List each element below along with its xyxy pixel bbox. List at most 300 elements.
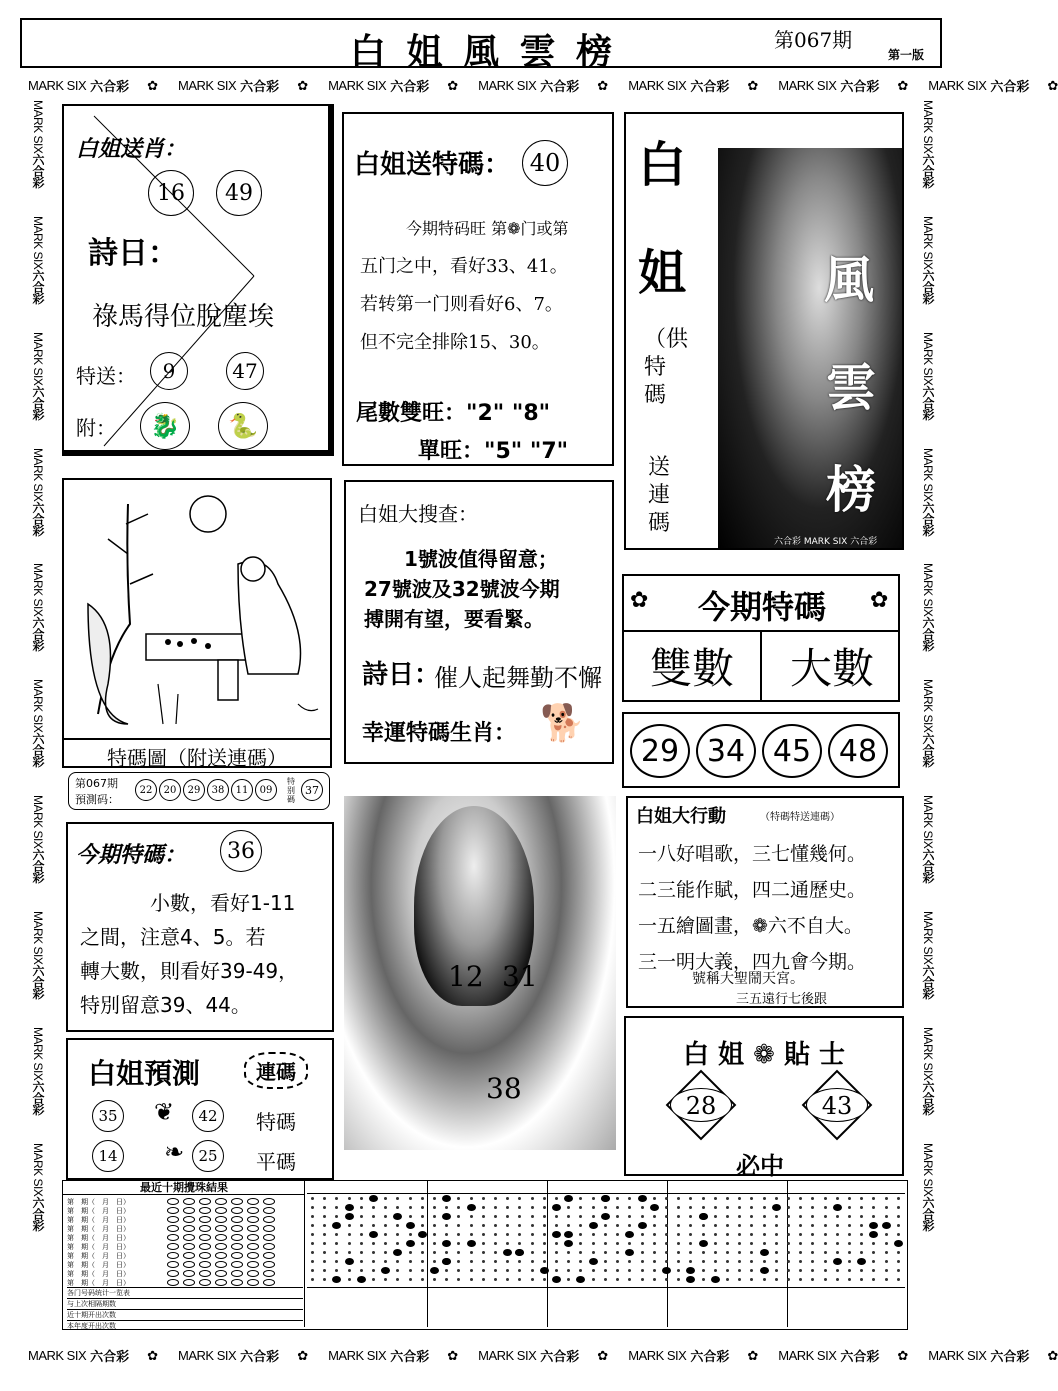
text-line: 但不完全排除15、30。: [360, 332, 550, 353]
mark-six-text: MARK SIX: [478, 1347, 537, 1363]
ball-slot: [183, 1261, 195, 1268]
drawn-ball: [418, 1231, 427, 1238]
liuhecai-text: 六合彩: [540, 1348, 580, 1364]
poster-subtitle-2: 送連碼: [648, 455, 671, 536]
grid-dot: [457, 1260, 460, 1263]
grid-dot: [702, 1260, 705, 1263]
grid-dot: [811, 1251, 814, 1254]
grid-dot: [641, 1269, 644, 1272]
grid-dot: [579, 1269, 582, 1272]
grid-dot: [665, 1197, 668, 1200]
grid-divider: [427, 1181, 428, 1327]
text-line: 1號波值得留意；: [404, 547, 558, 571]
grid-dot: [335, 1206, 338, 1209]
liuhecai-text: 六合彩: [840, 1348, 880, 1364]
grid-dot: [604, 1251, 607, 1254]
ball-slot: [199, 1234, 211, 1241]
ball-slot: [183, 1198, 195, 1205]
feng-yun-bang-poster: [624, 112, 904, 550]
ball-slot: [199, 1270, 211, 1277]
grid-dot: [384, 1251, 387, 1254]
grid-dot: [750, 1278, 753, 1281]
text-line: 搏開有望，要看緊。: [364, 607, 544, 631]
current-special-number-box: [622, 574, 900, 702]
grid-dot: [799, 1242, 802, 1245]
grid-dot: [409, 1233, 412, 1236]
grid-dot: [482, 1242, 485, 1245]
drawn-ball: [760, 1267, 769, 1274]
grid-dot: [323, 1242, 326, 1245]
action-note-2: 三五遠行七後跟: [736, 992, 828, 1007]
grid-dot: [604, 1224, 607, 1227]
grid-dot: [787, 1269, 790, 1272]
grid-dot: [518, 1197, 521, 1200]
grid-dot: [311, 1260, 314, 1263]
grid-dot: [482, 1260, 485, 1263]
ball-slot: [199, 1279, 211, 1286]
grid-dot: [348, 1251, 351, 1254]
grid-dot: [531, 1233, 534, 1236]
mark-six-vertical: [30, 911, 47, 999]
grid-dot: [604, 1269, 607, 1272]
grid-dot: [885, 1233, 888, 1236]
mark-six-text: MARK SIX: [31, 331, 45, 386]
poem-text: 祿馬得位脫塵埃: [92, 302, 275, 332]
grid-dot: [689, 1206, 692, 1209]
ball-slot: [215, 1279, 227, 1286]
mark-six-text: MARK SIX: [31, 795, 45, 849]
grid-dot: [811, 1197, 814, 1200]
grid-dot: [592, 1251, 595, 1254]
grid-dot: [433, 1233, 436, 1236]
grid-dot: [872, 1242, 875, 1245]
row-label: 第 期（ 月 日）: [67, 1197, 130, 1206]
mark-six-text: MARK SIX: [921, 1026, 935, 1081]
drawn-ball: [760, 1249, 769, 1256]
table-rows: [67, 1197, 303, 1287]
grid-dot: [750, 1206, 753, 1209]
grid-dot: [445, 1233, 448, 1236]
grid-dot: [726, 1251, 729, 1254]
grid-dot: [848, 1215, 851, 1218]
grid-dot: [348, 1197, 351, 1200]
grid-dot: [872, 1206, 875, 1209]
liuhecai-text: 六合彩: [31, 616, 45, 652]
photo-box: [344, 796, 616, 1150]
mark-six-text: MARK SIX: [31, 563, 45, 617]
grid-dot: [396, 1278, 399, 1281]
tail-double: 尾數雙旺："2" "8": [356, 401, 551, 426]
four-numbers-row: [630, 724, 888, 778]
drawn-ball: [589, 1258, 598, 1265]
liuhecai-text: 六合彩: [31, 732, 45, 768]
grid-dot: [531, 1197, 534, 1200]
grid-dot: [897, 1206, 900, 1209]
grid-dot: [421, 1242, 424, 1245]
grid-dot: [494, 1233, 497, 1236]
grid-dot: [860, 1215, 863, 1218]
ball-slot: [263, 1234, 275, 1241]
grid-dot: [323, 1206, 326, 1209]
row-label: 第 期（ 月 日）: [67, 1206, 130, 1215]
grid-dot: [470, 1197, 473, 1200]
lucky-zodiac-label: 幸運特碼生肖：: [362, 721, 517, 746]
grid-dot: [518, 1206, 521, 1209]
grid-dot: [885, 1215, 888, 1218]
mark-six-text: MARK SIX: [921, 331, 935, 386]
mark-six-vertical: [30, 216, 47, 304]
grid-dot: [567, 1215, 570, 1218]
grid-dot: [372, 1242, 375, 1245]
grid-dot: [641, 1260, 644, 1263]
mark-six-strip-top: [28, 74, 1058, 96]
grid-dot: [799, 1269, 802, 1272]
grid-dot: [445, 1206, 448, 1209]
grid-dot: [494, 1242, 497, 1245]
flower-icon: ✿: [597, 1348, 609, 1363]
number-circle: 29: [630, 724, 690, 778]
forecast-row1-a: 35: [92, 1100, 124, 1132]
grid-dot: [641, 1206, 644, 1209]
zodiac-heading: 白姐送肖：: [76, 137, 187, 162]
ball-slot: [167, 1234, 179, 1241]
grid-dot: [824, 1215, 827, 1218]
grid-dot: [579, 1242, 582, 1245]
grid-dot: [714, 1251, 717, 1254]
forecast-number: 20: [159, 779, 181, 801]
grid-dot: [348, 1233, 351, 1236]
drawn-ball: [686, 1276, 695, 1283]
mark-six-text: MARK SIX: [31, 215, 45, 270]
ball-slot: [263, 1243, 275, 1250]
ball-slot: [215, 1198, 227, 1205]
grid-dot: [689, 1224, 692, 1227]
footer-line: 本年度开出次数: [67, 1320, 303, 1331]
grid-dot: [726, 1206, 729, 1209]
grid-dot: [872, 1260, 875, 1263]
grid-dot: [323, 1269, 326, 1272]
special-number-lines: [360, 210, 569, 362]
mark-six-vertical: [920, 1027, 937, 1115]
title-bang: 榜: [826, 460, 876, 519]
grid-dot: [457, 1278, 460, 1281]
drawn-ball: [601, 1195, 610, 1202]
leaf-icon: ❧: [164, 1138, 185, 1166]
grid-dot: [421, 1278, 424, 1281]
grid-dot: [848, 1197, 851, 1200]
ball-slot: [215, 1270, 227, 1277]
grid-dot: [848, 1206, 851, 1209]
grid-dot: [787, 1242, 790, 1245]
four-numbers-box: [622, 712, 900, 788]
grid-dot: [628, 1242, 631, 1245]
ball-slot: [263, 1252, 275, 1259]
grid-dot: [494, 1278, 497, 1281]
grid-dot: [311, 1251, 314, 1254]
grid-dot: [872, 1269, 875, 1272]
grid-dot: [689, 1260, 692, 1263]
liuhecai-text: 六合彩: [31, 964, 45, 999]
grid-dot: [323, 1197, 326, 1200]
liuhecai-text: 六合彩: [921, 269, 935, 304]
grid-dot: [421, 1215, 424, 1218]
grid-dot: [763, 1233, 766, 1236]
grid-dot: [384, 1233, 387, 1236]
grid-dot: [433, 1224, 436, 1227]
grid-dot: [824, 1224, 827, 1227]
special-number-a: 9: [150, 352, 188, 390]
ball-slot: [231, 1270, 243, 1277]
drawn-ball: [882, 1222, 891, 1229]
grid-dot: [702, 1269, 705, 1272]
mark-six-vertical: [30, 563, 47, 651]
mark-six-text: MARK SIX: [28, 1347, 87, 1363]
ball-slot: [199, 1243, 211, 1250]
mark-six-text: MARK SIX: [478, 77, 537, 93]
grid-dot: [567, 1251, 570, 1254]
current-special-36-number: 36: [220, 830, 262, 872]
grid-dot: [641, 1278, 644, 1281]
grid-dot: [372, 1251, 375, 1254]
mark-six-vertical: [30, 332, 47, 420]
mark-six-text: MARK SIX: [31, 1026, 45, 1081]
grid-dot: [457, 1197, 460, 1200]
ball-slot: [263, 1261, 275, 1268]
grid-dot: [555, 1215, 558, 1218]
tips-heading: 白 姐 ❁ 貼 士: [683, 1040, 845, 1070]
ball-slot: [231, 1261, 243, 1268]
grid-dot: [787, 1260, 790, 1263]
grid-dot: [653, 1269, 656, 1272]
grid-dot: [738, 1206, 741, 1209]
grid-dot: [482, 1269, 485, 1272]
drawn-ball: [662, 1267, 671, 1274]
grid-dot: [494, 1215, 497, 1218]
option-big: 大數: [789, 644, 874, 693]
liuhecai-text: 六合彩: [921, 848, 935, 884]
grid-dot: [689, 1197, 692, 1200]
grid-dot: [421, 1251, 424, 1254]
grid-dot: [555, 1224, 558, 1227]
forecast-code-box: [68, 772, 330, 810]
drawn-ball: [442, 1240, 451, 1247]
forecast-special-label: 特别碼: [287, 777, 295, 804]
grid-dot: [641, 1233, 644, 1236]
text-line: 一八好唱歌，三七懂幾何。: [638, 843, 867, 865]
grid-dot: [409, 1260, 412, 1263]
grid-dot: [482, 1233, 485, 1236]
flower-icon: ✿: [747, 78, 759, 93]
liuhecai-text: 六合彩: [31, 500, 45, 536]
grid-dot: [531, 1251, 534, 1254]
grid-dot: [470, 1233, 473, 1236]
ball-slot: [199, 1198, 211, 1205]
text-line: 今期特码旺 第❁门或第: [406, 219, 569, 238]
grid-dot: [836, 1233, 839, 1236]
drawn-ball: [540, 1267, 549, 1274]
grid-dot: [897, 1260, 900, 1263]
grid-dot: [885, 1197, 888, 1200]
ball-slot: [167, 1261, 179, 1268]
grid-dot: [470, 1215, 473, 1218]
mark-six-vertical: [920, 216, 937, 304]
drawn-ball: [332, 1276, 341, 1283]
grid-dot: [421, 1224, 424, 1227]
grid-dot: [384, 1197, 387, 1200]
mark-six-vertical: [920, 563, 937, 651]
grid-dot: [848, 1242, 851, 1245]
last-ten-draws-table: [62, 1180, 908, 1330]
grid-dot: [885, 1251, 888, 1254]
grid-dot: [470, 1278, 473, 1281]
ball-slot: [167, 1270, 179, 1277]
mark-six-vertical: [30, 1143, 47, 1231]
forecast-row1-label: 特碼: [256, 1110, 296, 1134]
grid-dot: [506, 1206, 509, 1209]
grid-dot: [665, 1260, 668, 1263]
grid-dot: [506, 1215, 509, 1218]
grid-dot: [494, 1251, 497, 1254]
grid-dot: [824, 1197, 827, 1200]
title-feng: 風: [824, 250, 874, 309]
grid-dot: [555, 1269, 558, 1272]
forecast-heading: 白姐預測: [88, 1057, 201, 1090]
mark-six-vertical: [30, 1027, 47, 1115]
mark-six-text: MARK SIX: [778, 1347, 837, 1363]
grid-dot: [592, 1242, 595, 1245]
grid-dot: [799, 1215, 802, 1218]
flower-icon: ✿: [297, 1348, 309, 1363]
grid-dot: [860, 1233, 863, 1236]
mark-six-text: MARK SIX: [778, 77, 837, 93]
grid-dot: [689, 1233, 692, 1236]
drawn-ball: [638, 1222, 647, 1229]
grid-dot: [872, 1251, 875, 1254]
grid-dot: [897, 1215, 900, 1218]
grid-dot: [811, 1278, 814, 1281]
liuhecai-text: 六合彩: [90, 78, 130, 94]
row-label: 第 期（ 月 日）: [67, 1233, 130, 1242]
grid-dot: [579, 1224, 582, 1227]
grid-dot: [763, 1224, 766, 1227]
ball-slot: [263, 1198, 275, 1205]
grid-dot: [726, 1197, 729, 1200]
grid-dot: [689, 1215, 692, 1218]
photo-number-a: 12: [448, 960, 484, 993]
ball-slot: [167, 1198, 179, 1205]
special-label: 特送：: [76, 364, 136, 388]
grid-dot: [860, 1206, 863, 1209]
grid-dot: [543, 1233, 546, 1236]
grid-dot: [860, 1251, 863, 1254]
grid-dot: [433, 1242, 436, 1245]
text-line: 轉大數，則看好39-49，: [80, 959, 299, 983]
grid-dot: [677, 1269, 680, 1272]
search-heading: 白姐大搜查：: [358, 502, 478, 526]
grid-dot: [531, 1215, 534, 1218]
grid-dot: [653, 1251, 656, 1254]
grid-dot: [616, 1242, 619, 1245]
tips-sure: 必中: [736, 1152, 784, 1180]
grid-dot: [763, 1260, 766, 1263]
flower-icon: ✿: [597, 78, 609, 93]
number-circle: 45: [762, 724, 822, 778]
grid-dot: [482, 1197, 485, 1200]
ball-slot: [231, 1252, 243, 1259]
grid-dot: [824, 1269, 827, 1272]
grid-dot: [750, 1215, 753, 1218]
drawn-ball: [381, 1267, 390, 1274]
bai-jie-forecast-box: [66, 1038, 334, 1180]
poster-subtitle: （供特碼: [644, 327, 689, 408]
grid-dot: [360, 1269, 363, 1272]
grid-dot: [543, 1242, 546, 1245]
grid-dot: [555, 1251, 558, 1254]
grid-dot: [579, 1251, 582, 1254]
forecast-number: 11: [231, 779, 253, 801]
grid-dot: [665, 1206, 668, 1209]
scholar-chess-illustration: [68, 484, 326, 734]
grid-dot: [799, 1197, 802, 1200]
grid-dot: [433, 1206, 436, 1209]
forecast-number: 38: [207, 779, 229, 801]
drawn-ball: [345, 1258, 354, 1265]
liuhecai-text: 六合彩: [921, 1196, 935, 1231]
flower-icon: ✿: [897, 78, 909, 93]
grid-dot: [518, 1278, 521, 1281]
ball-slot: [167, 1216, 179, 1223]
grid-dot: [409, 1197, 412, 1200]
bai-jie-action-box: [626, 796, 904, 1008]
ball-slot: [167, 1279, 179, 1286]
grid-dot: [836, 1269, 839, 1272]
liuhecai-text: 六合彩: [990, 1348, 1030, 1364]
drawn-ball: [686, 1267, 695, 1274]
grid-dot: [885, 1206, 888, 1209]
row-label: 第 期（ 月 日）: [67, 1278, 130, 1287]
ball-slot: [215, 1207, 227, 1214]
grid-dot: [763, 1278, 766, 1281]
grid-dot: [311, 1242, 314, 1245]
table-grid: [307, 1181, 905, 1327]
grid-dot: [616, 1224, 619, 1227]
ball-slot: [231, 1207, 243, 1214]
flower-icon: ✿: [447, 1348, 459, 1363]
bai-jie-zodiac-box: [62, 104, 334, 456]
grid-dot: [482, 1251, 485, 1254]
mark-six-text: MARK SIX: [31, 679, 45, 733]
grid-dot: [604, 1260, 607, 1263]
grid-dot: [518, 1215, 521, 1218]
grid-dot: [811, 1242, 814, 1245]
grid-dot: [641, 1251, 644, 1254]
grid-footer-line: [307, 1287, 905, 1288]
drawn-ball: [369, 1231, 378, 1238]
ball-slot: [263, 1279, 275, 1286]
grid-dot: [616, 1215, 619, 1218]
text-line: 二三能作賦，四二通歷史。: [638, 879, 867, 901]
photo-number-b: 31: [502, 960, 538, 993]
liuhecai-text: 六合彩: [31, 1080, 45, 1115]
poster-watermark: 六合彩 MARK SIX 六合彩: [774, 537, 878, 547]
grid-dot: [518, 1242, 521, 1245]
mark-six-strip-left: [30, 100, 48, 1340]
liuhecai-text: 六合彩: [921, 616, 935, 652]
ball-slot: [183, 1243, 195, 1250]
grid-dot: [543, 1197, 546, 1200]
grid-dot: [628, 1269, 631, 1272]
grid-dot: [396, 1233, 399, 1236]
